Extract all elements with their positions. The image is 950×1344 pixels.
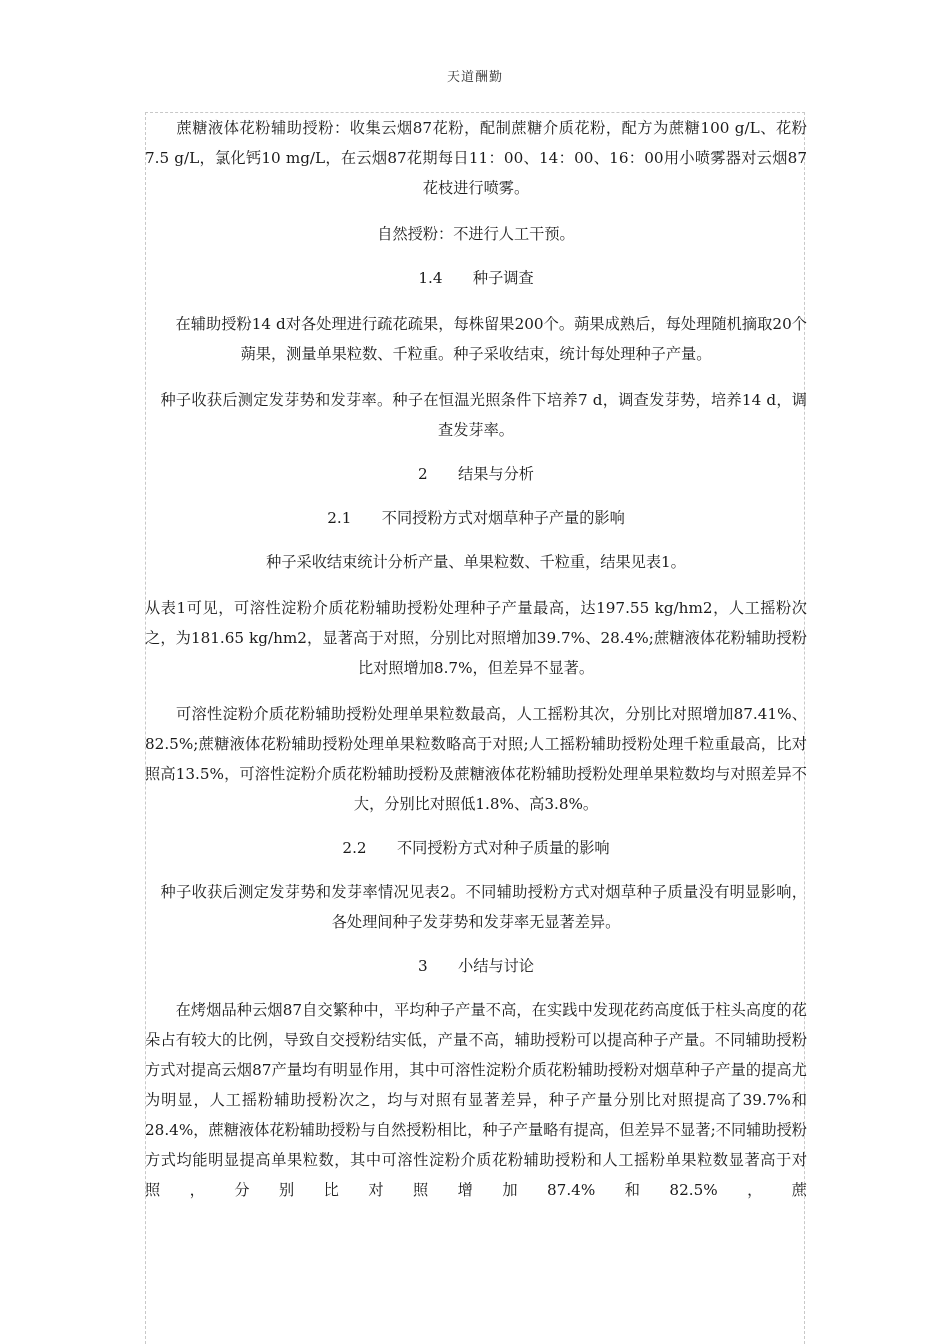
paragraph-germination-test: 种子收获后测定发芽势和发芽率。种子在恒温光照条件下培养7 d，调查发芽势，培养14 d，调查发芽率。	[145, 391, 807, 439]
paragraph-seed-quality: 种子收获后测定发芽势和发芽率情况见表2。不同辅助授粉方式对烟草种子质量没有明显影响，各处理间种子发芽势和发芽率无显著差异。	[145, 883, 807, 931]
paragraph-seed-survey: 在辅助授粉14 d对各处理进行疏花疏果，每株留果200个。蒴果成熟后，每处理随机摘取20个蒴果，测量单果粒数、千粒重。种子采收结束，统计每处理种子产量。	[145, 315, 807, 363]
paragraph-natural-pollination: 自然授粉：不进行人工干预。	[377, 225, 575, 243]
section-heading-3: 3 小结与讨论	[418, 957, 534, 975]
section-heading-1-4: 1.4 种子调查	[418, 269, 534, 287]
paragraph-table1-intro: 种子采收结束统计分析产量、单果粒数、千粒重，结果见表1。	[266, 553, 686, 571]
paragraph-summary-discussion: 在烤烟品种云烟87自交繁种中，平均种子产量不高，在实践中发现花药高度低于柱头高度的花朵占有较大的比例，导致自交授粉结实低，产量不高，辅助授粉可以提高种子产量。不同辅助授粉方式对提高云烟87产量均有明显作用，其中可溶性淀粉介质花粉辅助授粉对烟草种子产量的提高尤为明显，人工摇粉辅助授粉次之，均与对照有显著差异，种子产量分别比对照提高了39.7%和 28.4%，蔗糖液体花粉辅助授粉与自然授粉相比，种子产量略有提高，但差异不显著;不同辅助授粉方式均能明显提高单果粒数，其中可溶性淀粉介质花粉辅助授粉和人工摇粉单果粒数显著高于对照，分别比对照增加87.4%和82.5%，蔗	[145, 1001, 812, 1199]
section-heading-2: 2 结果与分析	[418, 465, 534, 483]
section-heading-2-1: 2.1 不同授粉方式对烟草种子产量的影响	[327, 509, 625, 527]
section-heading-2-2: 2.2 不同授粉方式对种子质量的影响	[342, 839, 610, 857]
paragraph-sucrose-pollination: 蔗糖液体花粉辅助授粉：收集云烟87花粉，配制蔗糖介质花粉，配方为蔗糖100 g/L、花粉7.5 g/L，氯化钙10 mg/L，在云烟87花期每日11：00、14：00、16：00用小喷雾器对云烟87花枝进行喷雾。	[145, 119, 807, 197]
paragraph-yield-results: 从表1可见，可溶性淀粉介质花粉辅助授粉处理种子产量最高，达197.55 kg/hm2，人工摇粉次之，为181.65 kg/hm2，显著高于对照，分别比对照增加39.7%、28.4%;蔗糖液体花粉辅助授粉比对照增加8.7%，但差异不显著。	[145, 599, 807, 677]
paragraph-seed-count-results: 可溶性淀粉介质花粉辅助授粉处理单果粒数最高，人工摇粉其次，分别比对照增加87.41%、82.5%;蔗糖液体花粉辅助授粉处理单果粒数略高于对照;人工摇粉辅助授粉处理千粒重最高，比对照高13.5%，可溶性淀粉介质花粉辅助授粉及蔗糖液体花粉辅助授粉处理单果粒数均与对照差异不大，分别比对照低1.8%、高3.8%。	[145, 705, 807, 813]
document-body	[145, 113, 812, 1205]
page-header: 天道酬勤	[446, 70, 503, 85]
